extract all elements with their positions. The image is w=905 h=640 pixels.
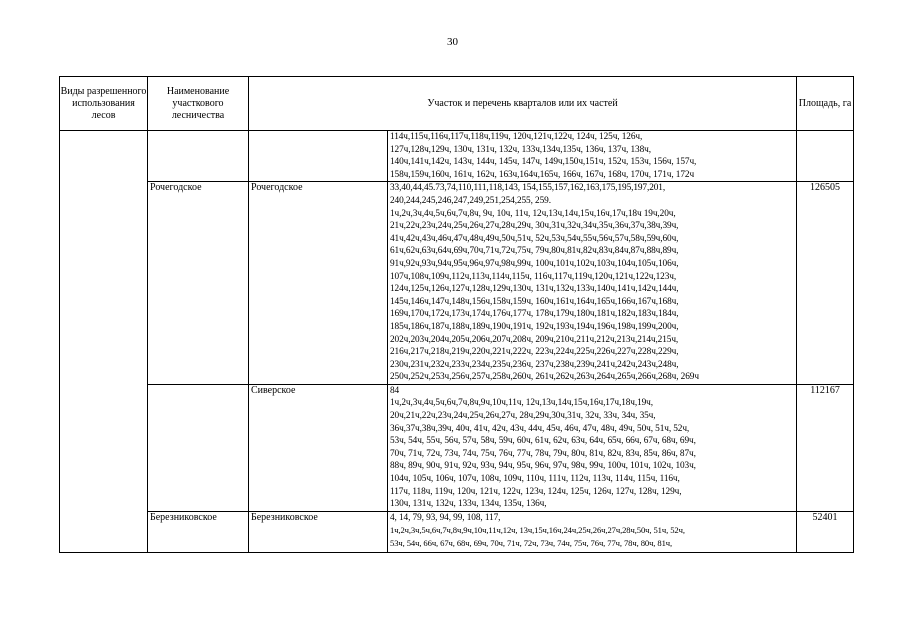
- forest-use-table: [59, 76, 854, 553]
- forestry-name-cell: Березниковское: [148, 511, 249, 552]
- section-name-cell: [249, 131, 388, 182]
- quarter-line: 1ч,2ч,3ч,5ч,6ч,7ч,8ч,9ч,10ч,11ч,12ч, 13ч,15ч,16ч,24ч,25ч,26ч,27ч,28ч,50ч, 51ч, 52ч,: [390, 525, 685, 536]
- table-row: [60, 131, 854, 182]
- quarter-line: 145ч,146ч,147ч,148ч,156ч,158ч,159ч, 160ч,161ч,164ч,165ч,166ч,167ч,168ч,: [390, 296, 679, 307]
- quarter-line: 124ч,125ч,126ч,127ч,128ч,129ч,130ч, 131ч,132ч,133ч,140ч,141ч,142ч,144ч,: [390, 284, 679, 295]
- quarters-cell: [388, 511, 797, 552]
- quarter-line: 84: [390, 385, 400, 396]
- header-use-type: Виды разрешенного использования лесов: [60, 77, 148, 131]
- quarter-line: 41ч,42ч,43ч,46ч,47ч,48ч,49ч,50ч,51ч, 52ч,53ч,54ч,55ч,56ч,57ч,58ч,59ч,60ч,: [390, 233, 679, 244]
- table-row: [60, 511, 854, 552]
- quarter-line: 88ч, 89ч, 90ч, 91ч, 92ч, 93ч, 94ч, 95ч, 96ч, 97ч, 98ч, 99ч, 100ч, 101ч, 102ч, 103ч,: [390, 461, 696, 472]
- quarter-line: 91ч,92ч,93ч,94ч,95ч,96ч,97ч,98ч,99ч, 100ч,101ч,102ч,103ч,104ч,105ч,106ч,: [390, 258, 679, 269]
- area-cell: [797, 131, 854, 182]
- header-area: Площадь, га: [797, 77, 854, 131]
- section-name-cell: Сиверское: [249, 384, 388, 511]
- table-row: [60, 182, 854, 385]
- table-row: [60, 384, 854, 511]
- quarter-line: 240,244,245,246,247,249,251,254,255, 259.: [390, 195, 551, 206]
- quarters-cell: [388, 182, 797, 385]
- quarter-line: 36ч,37ч,38ч,39ч, 40ч, 41ч, 42ч, 43ч, 44ч, 45ч, 46ч, 47ч, 48ч, 49ч, 50ч, 51ч, 52ч,: [390, 423, 690, 434]
- quarter-line: 127ч,128ч,129ч, 130ч, 131ч, 132ч, 133ч,134ч,135ч, 136ч, 137ч, 138ч,: [390, 144, 651, 155]
- quarter-line: 53ч, 54ч, 55ч, 56ч, 57ч, 58ч, 59ч, 60ч, 61ч, 62ч, 63ч, 64ч, 65ч, 66ч, 67ч, 68ч, 69ч,: [390, 436, 696, 447]
- quarter-line: 202ч,203ч,204ч,205ч,206ч,207ч,208ч, 209ч,210ч,211ч,212ч,213ч,214ч,215ч,: [390, 334, 679, 345]
- section-name-cell: Березниковское: [249, 511, 388, 552]
- forestry-name-cell: [148, 384, 249, 511]
- area-cell: 126505: [797, 182, 854, 385]
- quarter-line: 4, 14, 79, 93, 94, 99, 108, 117,: [390, 512, 501, 523]
- section-name-cell: Рочегодское: [249, 182, 388, 385]
- quarter-line: 1ч,2ч,3ч,4ч,5ч,6ч,7ч,8ч, 9ч, 10ч, 11ч, 12ч,13ч,14ч,15ч,16ч,17ч,18ч 19ч,20ч,: [390, 208, 676, 219]
- quarter-line: 107ч,108ч,109ч,112ч,113ч,114ч,115ч, 116ч,117ч,119ч,120ч,121ч,122ч,123ч,: [390, 271, 677, 282]
- page-number: 30: [447, 36, 458, 48]
- quarter-line: 70ч, 71ч, 72ч, 73ч, 74ч, 75ч, 76ч, 77ч, 78ч, 79ч, 80ч, 81ч, 82ч, 83ч, 85ч, 86ч, 87ч,: [390, 448, 696, 459]
- quarter-line: 130ч, 131ч, 132ч, 133ч, 134ч, 135ч, 136ч,: [390, 499, 547, 510]
- area-cell: 112167: [797, 384, 854, 511]
- table-header-row: [60, 77, 854, 131]
- use-type-cell: [60, 131, 148, 553]
- forestry-name-cell: Рочегодское: [148, 182, 249, 385]
- quarter-line: 216ч,217ч,218ч,219ч,220ч,221ч,222ч, 223ч,224ч,225ч,226ч,227ч,228ч,229ч,: [390, 347, 679, 358]
- quarters-cell: [388, 131, 797, 182]
- quarter-line: 20ч,21ч,22ч,23ч,24ч,25ч,26ч,27ч, 28ч,29ч,30ч,31ч, 32ч, 33ч, 34ч, 35ч,: [390, 411, 656, 422]
- quarter-line: 21ч,22ч,23ч,24ч,25ч,26ч,27ч,28ч,29ч, 30ч,31ч,32ч,34ч,35ч,36ч,37ч,38ч,39ч,: [390, 221, 679, 232]
- quarter-line: 169ч,170ч,172ч,173ч,174ч,176ч,177ч, 178ч,179ч,180ч,181ч,182ч,183ч,184ч,: [390, 309, 679, 320]
- quarters-cell: [388, 384, 797, 511]
- area-cell: 52401: [797, 511, 854, 552]
- quarter-line: 61ч,62ч,63ч,64ч,69ч,70ч,71ч,72ч,75ч, 79ч,80ч,81ч,82ч,83ч,84ч,87ч,88ч,89ч,: [390, 246, 679, 257]
- quarter-line: 1ч,2ч,3ч,4ч,5ч,6ч,7ч,8ч,9ч,10ч,11ч, 12ч,13ч,14ч,15ч,16ч,17ч,18ч,19ч,: [390, 398, 653, 409]
- quarter-line: 104ч, 105ч, 106ч, 107ч, 108ч, 109ч, 110ч, 111ч, 112ч, 113ч, 114ч, 115ч, 116ч,: [390, 474, 680, 485]
- header-forestry-name: Наименование участкового лесничества: [148, 77, 249, 131]
- forestry-name-cell: [148, 131, 249, 182]
- quarter-line: 33,40,44,45.73,74,110,111,118,143, 154,155,157,162,163,175,195,197,201,: [390, 183, 666, 194]
- quarter-line: 230ч,231ч,232ч,233ч,234ч,235ч,236ч, 237ч,238ч,239ч,241ч,242ч,243ч,248ч,: [390, 359, 679, 370]
- quarter-line: 185ч,186ч,187ч,188ч,189ч,190ч,191ч, 192ч,193ч,194ч,196ч,198ч,199ч,200ч,: [390, 321, 679, 332]
- quarter-line: 117ч, 118ч, 119ч, 120ч, 121ч, 122ч, 123ч, 124ч, 125ч, 126ч, 127ч, 128ч, 129ч,: [390, 486, 682, 497]
- quarter-line: 250ч,252ч,253ч,256ч,257ч,258ч,260ч, 261ч,262ч,263ч,264ч,265ч,266ч,268ч, 269ч: [390, 372, 699, 383]
- header-quarters-list: Участок и перечень кварталов или их частей: [249, 77, 797, 131]
- quarter-line: 53ч, 54ч, 66ч, 67ч, 68ч, 69ч, 70ч, 71ч, 72ч, 73ч, 74ч, 75ч, 76ч, 77ч, 78ч, 80ч, 81ч,: [390, 537, 673, 548]
- quarter-line: 140ч,141ч,142ч, 143ч, 144ч, 145ч, 147ч, 149ч,150ч,151ч, 152ч, 153ч, 156ч, 157ч,: [390, 157, 697, 168]
- quarter-line: 114ч,115ч,116ч,117ч,118ч,119ч, 120ч,121ч,122ч, 124ч, 125ч, 126ч,: [390, 132, 643, 142]
- quarter-line: 158ч,159ч,160ч, 161ч, 162ч, 163ч,164ч,165ч, 166ч, 167ч, 168ч, 170ч, 171ч, 172ч: [390, 169, 695, 180]
